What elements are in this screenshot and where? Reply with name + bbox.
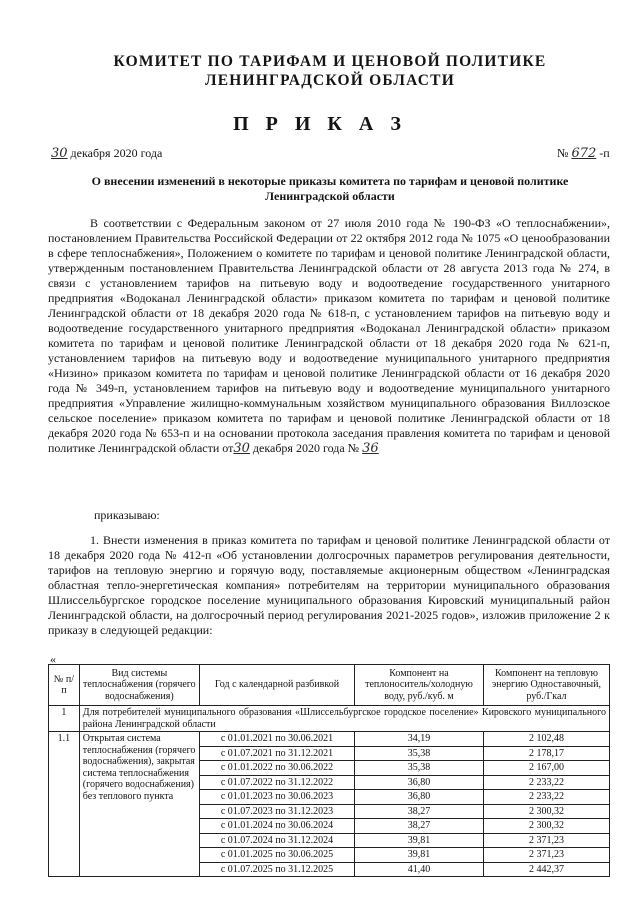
water-cell: 35,38 [355, 746, 484, 761]
opening-quote: « [50, 652, 56, 666]
handwritten-day: 30 [51, 146, 68, 161]
row-system-type: Открытая система теплоснабжения (горячего водоснабжения), закрытая система теплоснабжения (горячего водоснабжения) без теплового пункта [79, 732, 199, 877]
row-number: 1.1 [49, 732, 80, 877]
heat-cell: 2 371,23 [483, 848, 609, 863]
period-cell: с 01.01.2023 по 30.06.2023 [199, 790, 354, 805]
handwritten-number: 672 [571, 146, 597, 161]
water-cell: 35,38 [355, 761, 484, 776]
water-cell: 41,40 [355, 862, 484, 877]
period-cell: с 01.01.2021 по 30.06.2021 [199, 732, 354, 747]
water-cell: 36,80 [355, 775, 484, 790]
order-number [557, 146, 610, 161]
number-prefix: № [557, 146, 572, 160]
order-date [51, 146, 162, 161]
water-cell: 38,27 [355, 804, 484, 819]
heat-cell: 2 233,22 [483, 790, 609, 805]
committee-name-line1: КОМИТЕТ ПО ТАРИФАМ И ЦЕНОВОЙ ПОЛИТИКЕ [113, 53, 547, 70]
header-number: № п/п [49, 665, 80, 706]
order-date-text: декабря 2020 года [67, 146, 163, 160]
header-heat-component: Компонент на тепловую энергию Одноставочный, руб./Гкал [483, 665, 609, 706]
heat-cell: 2 233,22 [483, 775, 609, 790]
heat-cell: 2 102,48 [483, 732, 609, 747]
order-word: приказываю: [94, 508, 160, 522]
table-group-row [49, 706, 610, 732]
period-cell: с 01.07.2024 по 31.12.2024 [199, 833, 354, 848]
order-title: П Р И К А З [233, 113, 407, 135]
heat-cell: 2 167,00 [483, 761, 609, 776]
handwritten-protocol-number: 36 [362, 441, 379, 456]
water-cell: 38,27 [355, 819, 484, 834]
table-header-row [49, 665, 610, 706]
table-row [49, 732, 610, 747]
group-consumer: Для потребителей муниципального образования «Шлиссельбургское городское поселение» Кировского муниципального района Ленинградской области [79, 706, 609, 732]
order-subject: О внесении изменений в некоторые приказы комитета по тарифам и ценовой политике Ленинградской области [91, 174, 569, 203]
period-cell: с 01.07.2022 по 31.12.2022 [199, 775, 354, 790]
number-suffix: -п [596, 146, 610, 160]
header-period: Год с календарной разбивкой [199, 665, 354, 706]
heat-cell: 2 371,23 [483, 833, 609, 848]
preamble-date-text: декабря 2020 года № [249, 441, 363, 455]
period-cell: с 01.07.2021 по 31.12.2021 [199, 746, 354, 761]
preamble-text: В соответствии с Федеральным законом от 27 июля 2010 года № 190-ФЗ «О теплоснабжении», постановлением Правительства Российской Федерации от 22 октября 2012 года № 1075 «О ценообразовании в сфере теплоснабжения», Положением о комитете по тарифам и ценовой политике Ленинградской области, утвержденным постановлением Правительства Ленинградской области от 28 августа 2013 года № 274, в связи с установлением тарифов на питьевую воду и водоотведение государственного унитарного предприятия «Водоканал Ленинградской области» приказом комитета по тарифам и ценовой политике Ленинградской области от 18 декабря 2020 года № 618-п, с установлением тарифов на питьевую воду и водоотведение государственного унитарного предприятия «Водоканал Ленинградской области» приказом комитета по тарифам и ценовой политике Ленинградской области от 18 декабря 2020 года № 621-п, установлением тарифов на питьевую воду и водоотведение муниципального унитарного предприятия «Низино» приказом комитета по тарифам и ценовой политике Ленинградской области от 16 декабря 2020 года № 349-п, установлением тарифов на питьевую воду и водоотведение муниципального унитарного предприятия «Управление жилищно-коммунальным хозяйством муниципального образования Виллозское сельское поселение» приказом комитета по тарифам и ценовой политике Ленинградской области от 18 декабря 2020 года № 653-п и на основании протокола заседания правления комитета по тарифам и ценовой политике Ленинградской области от [48, 216, 610, 455]
period-cell: с 01.01.2025 по 30.06.2025 [199, 848, 354, 863]
water-cell: 39,81 [355, 833, 484, 848]
header-water-component: Компонент на теплоноситель/холодную воду, руб./куб. м [355, 665, 484, 706]
header-system-type: Вид системы теплоснабжения (горячего водоснабжения) [79, 665, 199, 706]
period-cell: с 01.01.2022 по 30.06.2022 [199, 761, 354, 776]
heat-cell: 2 300,32 [483, 819, 609, 834]
tariff-table [48, 664, 610, 877]
heat-cell: 2 178,17 [483, 746, 609, 761]
water-cell: 36,80 [355, 790, 484, 805]
handwritten-protocol-day: 30 [233, 441, 250, 456]
period-cell: с 01.01.2024 по 30.06.2024 [199, 819, 354, 834]
item-1-paragraph: 1. Внести изменения в приказ комитета по тарифам и ценовой политике Ленинградской области от 18 декабря 2020 года № 412-п «Об установлении долгосрочных параметров регулирования деятельности, тарифов на тепловую энергию и горячую воду, поставляемые акционерным обществом «Ленинградская областная тепло-энергетическая компания» потребителям на территории муниципального образования Шлиссельбургское городское поселение муниципального образования Кировский муниципальный район Ленинградской области, на долгосрочный период регулирования 2021-2025 годов», изложив приложение 2 к приказу в следующей редакции: [48, 533, 610, 637]
heat-cell: 2 442,37 [483, 862, 609, 877]
group-number: 1 [49, 706, 80, 732]
water-cell: 34,19 [355, 732, 484, 747]
water-cell: 39,81 [355, 848, 484, 863]
heat-cell: 2 300,32 [483, 804, 609, 819]
period-cell: с 01.07.2023 по 31.12.2023 [199, 804, 354, 819]
preamble-paragraph [48, 216, 610, 456]
period-cell: с 01.07.2025 по 31.12.2025 [199, 862, 354, 877]
committee-name-line2: ЛЕНИНГРАДСКОЙ ОБЛАСТИ [205, 72, 455, 89]
